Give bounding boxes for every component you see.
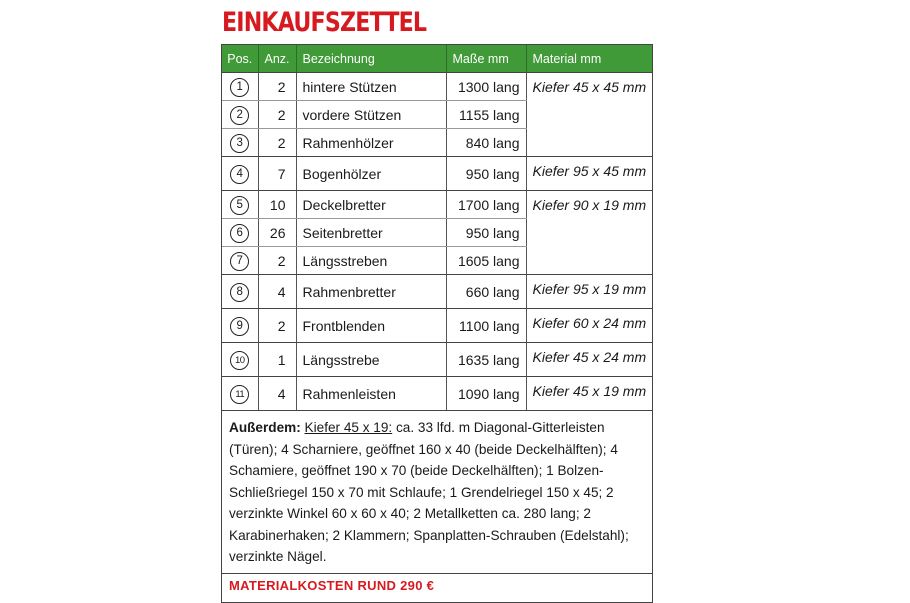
- description: Seitenbretter: [296, 219, 446, 247]
- header-anz: Anz.: [258, 45, 296, 73]
- quantity: 10: [258, 191, 296, 219]
- material: Kiefer 95 x 45 mm: [526, 157, 652, 191]
- position-number: 10: [230, 351, 249, 370]
- position-number: 7: [230, 252, 249, 271]
- position-number: 5: [230, 196, 249, 215]
- description: hintere Stützen: [296, 73, 446, 101]
- dimensions: 1700 lang: [446, 191, 526, 219]
- description: Frontblenden: [296, 309, 446, 343]
- page-title: EINKAUFSZETTEL: [222, 7, 427, 38]
- additional-items-note: [222, 410, 652, 573]
- quantity: 26: [258, 219, 296, 247]
- position-number: 8: [230, 283, 249, 302]
- description: Rahmenhölzer: [296, 129, 446, 157]
- description: vordere Stützen: [296, 101, 446, 129]
- position-number: 1: [230, 78, 249, 97]
- table-row: [222, 275, 652, 309]
- table-row: [222, 377, 652, 411]
- dimensions: 840 lang: [446, 129, 526, 157]
- notes-text: ca. 33 lfd. m Diagonal-Gitterleisten (Türen); 4 Scharniere, geöffnet 160 x 40 (beide Deckelhälften); 4 Schamiere, geöffnet 190 x 70 (beide Deckelhälften); 1 Bolzen-Schließriegel 150 x 70 mit Schlaufe; 1 Grendelriegel 150 x 45; 2 verzinkte Winkel 60 x 60 x 40; 2 Metallketten ca. 280 lang; 2 Karabinerhaken; 2 Klammern; Spanplatten-Schrauben (Edelstahl); verzinkte Nägel.: [229, 420, 629, 564]
- quantity: 2: [258, 309, 296, 343]
- table-row: [222, 309, 652, 343]
- table-row: [222, 343, 652, 377]
- notes-material: Kiefer 45 x 19:: [304, 420, 393, 435]
- description: Rahmenleisten: [296, 377, 446, 411]
- description: Bogenhölzer: [296, 157, 446, 191]
- notes-label: Außerdem:: [229, 420, 301, 435]
- description: Deckelbretter: [296, 191, 446, 219]
- quantity: 1: [258, 343, 296, 377]
- dimensions: 1090 lang: [446, 377, 526, 411]
- quantity: 7: [258, 157, 296, 191]
- dimensions: 950 lang: [446, 157, 526, 191]
- material: Kiefer 45 x 45 mm: [526, 73, 652, 157]
- table-row: [222, 157, 652, 191]
- material: Kiefer 45 x 24 mm: [526, 343, 652, 377]
- quantity: 4: [258, 275, 296, 309]
- position-number: 6: [230, 224, 249, 243]
- quantity: 2: [258, 101, 296, 129]
- quantity: 4: [258, 377, 296, 411]
- header-pos: Pos.: [222, 45, 258, 73]
- description: Längsstreben: [296, 247, 446, 275]
- shopping-list-table: [221, 44, 653, 603]
- header-material: Material mm: [526, 45, 652, 73]
- quantity: 2: [258, 247, 296, 275]
- material: Kiefer 90 x 19 mm: [526, 191, 652, 275]
- dimensions: 950 lang: [446, 219, 526, 247]
- dimensions: 1605 lang: [446, 247, 526, 275]
- position-number: 11: [230, 385, 249, 404]
- material-cost: MATERIALKOSTEN RUND 290 €: [222, 573, 652, 602]
- dimensions: 660 lang: [446, 275, 526, 309]
- position-number: 2: [230, 106, 249, 125]
- description: Rahmenbretter: [296, 275, 446, 309]
- table-row: [222, 73, 652, 101]
- quantity: 2: [258, 129, 296, 157]
- description: Längsstrebe: [296, 343, 446, 377]
- dimensions: 1635 lang: [446, 343, 526, 377]
- table-row: [222, 191, 652, 219]
- header-bezeichnung: Bezeichnung: [296, 45, 446, 73]
- table-header: [222, 45, 652, 73]
- dimensions: 1100 lang: [446, 309, 526, 343]
- quantity: 2: [258, 73, 296, 101]
- position-number: 3: [230, 134, 249, 153]
- dimensions: 1300 lang: [446, 73, 526, 101]
- position-number: 9: [230, 317, 249, 336]
- header-masse: Maße mm: [446, 45, 526, 73]
- material: Kiefer 45 x 19 mm: [532, 383, 647, 399]
- dimensions: 1155 lang: [446, 101, 526, 129]
- material: Kiefer 95 x 19 mm: [526, 275, 652, 309]
- position-number: 4: [230, 165, 249, 184]
- material: Kiefer 60 x 24 mm: [526, 309, 652, 343]
